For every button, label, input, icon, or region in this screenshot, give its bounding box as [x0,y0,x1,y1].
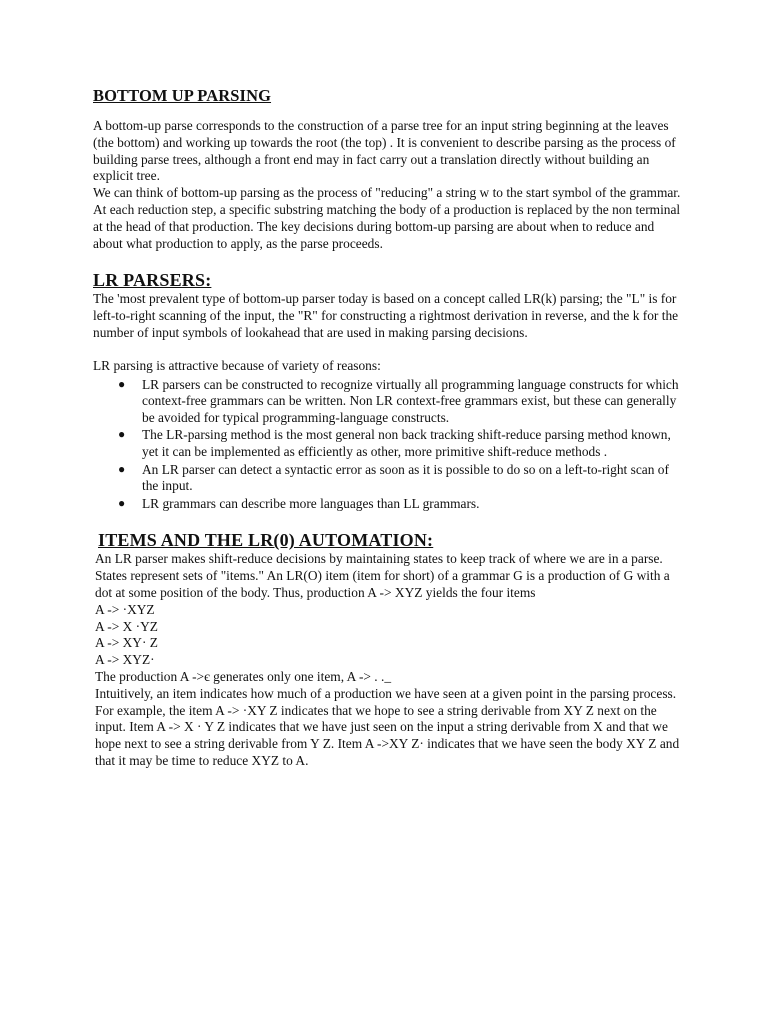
paragraph-items-intro: An LR parser makes shift-reduce decisions by maintaining states to keep track of where we are in a parse. States represent sets of "items." An LR(O) item (item for short) of a grammar G is a production of G with a dot at some position of the body. Thus, production A -> XYZ yields the four items [95,551,670,601]
list-item [93,427,683,461]
section-items-lr0 [93,530,683,769]
heading-lr-parsers: LR PARSERS: [93,270,212,291]
paragraph-lr-reasons-lead: LR parsing is attractive because of variety of reasons: [93,357,381,373]
bullet-icon: ● [118,461,126,476]
list-item [93,496,683,513]
document-page [93,86,683,770]
bullet-icon: ● [118,376,126,391]
list-item [93,377,683,427]
heading-items-lr0: ITEMS AND THE LR(0) AUTOMATION: [98,530,434,551]
list-item-text: LR grammars can describe more languages than LL grammars. [142,495,480,511]
heading-bottom-up-parsing: BOTTOM UP PARSING [93,86,272,105]
paragraph-items-closing: Intuitively, an item indicates how much of a production we have seen at a given point in the parsing process. For example, the item A -> ·XY Z indicates that we hope to see a string derivable from XY Z next on the input. Item A -> X · Y Z indicates that we have just seen on the input a string derivable from X and that we hope next to see a string derivable from Y Z. Item A ->XY Z· indicates that we have seen the body XY Z and that it may be time to reduce XYZ to A. [95,685,680,768]
section-lr-parsers [93,270,683,512]
item-line: A -> X ·YZ [95,618,158,634]
paragraph-bottom-up-2: We can think of bottom-up parsing as the process of "reducing" a string w to the start symbol of the grammar. At each reduction step, a specific substring matching the body of a production is replaced by the non terminal at the head of that production. The key decisions during bottom-up parsing are about when to reduce and about what production to apply, as the parse proceeds. [93,185,681,251]
bullet-icon: ● [118,495,126,510]
paragraph-lr-intro: The 'most prevalent type of bottom-up parser today is based on a concept called LR(k) parsing; the "L" is for left-to-right scanning of the input, the "R" for constructing a rightmost derivation in reverse, and the k for the number of input symbols of lookahead that are used in making parsing decisions. [93,291,679,340]
list-item [93,462,683,496]
lr-reasons-list [93,377,683,513]
list-item-text: LR parsers can be constructed to recognize virtually all programming language constructs for which context-free grammars can be written. Non LR context-free grammars exist, but these can generally be avoided for typical programming-language constructs. [142,376,679,426]
bullet-icon: ● [118,427,126,442]
paragraph-bottom-up-1: A bottom-up parse corresponds to the construction of a parse tree for an input string beginning at the leaves (the bottom) and working up towards the root (the top) . It is convenient to describe parsing as the process of building parse trees, although a front end may in fact carry out a translation directly without building an explicit tree. [93,118,676,184]
paragraph-epsilon-production: The production A ->є generates only one item, A -> . ._ [95,669,392,685]
item-line: A -> XY· Z [95,635,158,651]
item-line: A -> ·XYZ [95,601,155,617]
section-bottom-up-parsing [93,86,683,252]
list-item-text: An LR parser can detect a syntactic error as soon as it is possible to do so on a left-to-right scan of the input. [142,461,669,494]
list-item-text: The LR-parsing method is the most general non back tracking shift-reduce parsing method known, yet it can be implemented as efficiently as other, more primitive shift-reduce methods . [142,427,671,460]
item-line: A -> XYZ· [95,652,155,668]
